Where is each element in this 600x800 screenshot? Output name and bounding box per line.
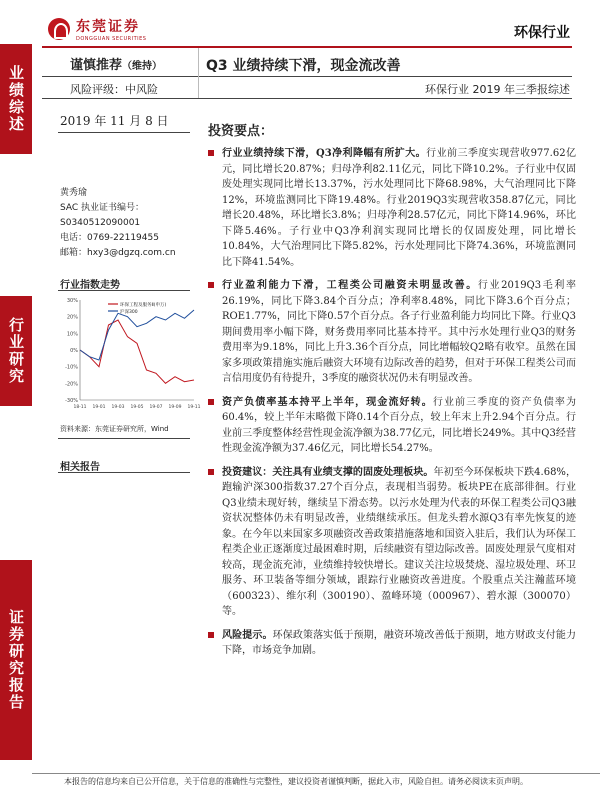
x-tick-label: 19-09 (168, 405, 182, 410)
series-line-1 (80, 310, 194, 360)
chart-section-title: 行业指数走势 (60, 280, 120, 291)
left-sidebar (0, 0, 32, 800)
bullet-square-icon (208, 150, 214, 156)
author-info (60, 186, 176, 261)
x-tick-label: 19-11 (187, 405, 201, 410)
key-points-title: 投资要点： (208, 124, 274, 139)
author-name: 黄秀瑜 (60, 188, 88, 198)
divider (58, 132, 190, 133)
key-point (208, 628, 576, 659)
key-point-text: 行业前三季度实现营收977.62亿元，同比增长20.87%；归母净利82.11亿元，同比下降10.2%。子行业中仅固废处理实现同比增长13.37%，污水处理同比下降68.98%，大气治理同比下降12%，环境监测同比下降19.48%。行业2019Q3实现营收358.87亿元，同比增长20.48%，环比增长3.8%；归母净利28.57亿元，同比下降14.96%，环比下降5.46%。子行业中Q3净利润实现同比增长的仅固废处理，同比增长10.84%，大气治理同比下降5.82%，污水处理同比下降74.36%，环境监测同比下降41.54%。 (222, 148, 577, 268)
x-tick-label: 19-03 (111, 405, 125, 410)
y-tick-label: 20% (66, 314, 78, 321)
rating-sub: （维持） (122, 61, 163, 72)
key-point-text: 行业2019Q3毛利率26.19%，同比下降3.84个百分点；净利率8.48%，同比下降3.6个百分点；ROE1.77%，同比下降0.57个百分点。各子行业盈利能力均同比下降。行业Q3期间费用率小幅下降，财务费用率同比基本持平。其中污水处理行业Q3的财务费用率为9.18%，同比上升3.36个百分点，同比增幅较Q2略有收窄。虽然在国家多项政策措施实施后融资大环境有边际改善的趋势，但对于环保工程类公司而言信用度仍有待提升，3季度的融资状况仍未有明显改善。 (222, 280, 576, 384)
chart-source: 资料来源：东莞证券研究所，Wind (60, 425, 169, 433)
industry-tag: 环保行业 (514, 25, 570, 41)
divider (58, 472, 190, 473)
author-cert-no: S0340512090001 (60, 218, 141, 228)
related-reports-title: 相关报告 (60, 462, 100, 473)
industry-trend-chart (58, 296, 201, 416)
header-rule (42, 46, 572, 48)
key-point (208, 146, 576, 270)
logo-text-en: DONGGUAN SECURITIES (76, 36, 147, 42)
column-divider (198, 48, 199, 98)
key-point-text: 年初至今环保板块下跌4.68%，跑输沪深300指数37.27个百分点，表现相当弱势。板块PE在底部徘徊。行业Q3业绩未现好转，继续呈下滑态势。以污水处理为代表的环保工程类公司Q3融资状况整体仍未有明显改善，业绩继续承压。但龙头碧水源Q3有率先恢复的迹象。在今年以来国家多项融资改善政策措施落地和国资入驻后，我们认为环保工程类企业正逐渐度过最困难时期，后续融资有望边际改善。固废处理景气度相对较高，现金流充沛，业绩维持较快增长。建议关注垃圾焚烧、湿垃圾处理、环卫服务、环卫装备等细分领域，跟踪行业融资改善进度。个股重点关注瀚蓝环境（600323）、维尔利（300190）、盈峰环境（000967）、碧水源（300070）等。 (222, 466, 576, 617)
legend-label: 沪深300 (120, 310, 138, 315)
key-point-text: 环保政策落实低于预期，融资环境改善低于预期，地方财政支付能力下降，市场竞争加剧。 (222, 629, 577, 656)
footer-rule (32, 773, 600, 774)
y-tick-label: -20% (65, 381, 78, 388)
report-date: 2019 年 11 月 8 日 (60, 114, 169, 128)
bullet-square-icon (208, 632, 214, 638)
divider (42, 76, 572, 77)
y-tick-label: 0% (70, 348, 78, 354)
key-point (208, 465, 576, 620)
x-tick-label: 18-11 (73, 405, 87, 410)
key-points-list (208, 146, 576, 667)
rating (70, 54, 162, 73)
bullet-square-icon (208, 469, 214, 475)
author-cert-label: SAC 执业证书编号： (60, 203, 145, 213)
risk-rating: 风险评级：中风险 (70, 83, 158, 96)
bullet-square-icon (208, 399, 214, 405)
key-point-lead: 行业盈利能力下滑，工程类公司融资未明显改善。 (222, 280, 478, 291)
x-tick-label: 19-05 (130, 405, 144, 410)
key-point-lead: 风险提示。 (222, 629, 273, 641)
y-tick-label: -30% (65, 398, 78, 404)
author-phone: 电话：0769-22119455 (60, 233, 159, 243)
sidebar-label-report: 证券研究报告 (0, 560, 32, 760)
key-point-text: 行业前三季度的资产负债率为60.4%，较上半年末略微下降0.14个百分点，较上年末上升2.94个百分点。行业前三季度整体经营性现金流净额为38.77亿元，同比增长249%。其中Q3经营性现金流净额为37.46亿元，同比增长54.27%。 (222, 396, 577, 454)
y-tick-label: 30% (66, 298, 78, 304)
key-point (208, 395, 576, 457)
logo-emblem-icon (48, 18, 70, 40)
author-email[interactable]: 邮箱：hxy3@dgzq.com.cn (60, 248, 176, 258)
divider (58, 438, 190, 439)
x-tick-label: 19-01 (92, 405, 106, 410)
legend-label: 环保工程及服务Ⅱ(申万) (120, 303, 167, 308)
x-tick-label: 19-07 (149, 405, 163, 410)
key-point-lead: 资产负债率基本持平上半年，现金流好转。 (222, 396, 433, 408)
key-point-lead: 行业业绩持续下滑，Q3净利降幅有所扩大。 (222, 148, 427, 159)
report-subtitle: 环保行业 2019 年三季报综述 (425, 83, 570, 96)
rating-label: 谨慎推荐 (70, 58, 123, 73)
series-line-0 (80, 320, 194, 383)
sidebar-label-summary: 业绩综述 (0, 44, 32, 154)
y-tick-label: -10% (65, 364, 78, 371)
report-headline: Q3 业绩持续下滑，现金流改善 (206, 58, 401, 74)
divider (58, 290, 190, 291)
footer-disclaimer: 本报告的信息均来自已公开信息，关于信息的准确性与完整性，建议投资者谨慎判断，据此入市，风险自担。请务必阅读末页声明。 (64, 777, 528, 786)
y-tick-label: 10% (66, 331, 78, 338)
key-point (208, 278, 576, 387)
bullet-square-icon (208, 282, 214, 288)
divider (42, 98, 572, 99)
logo-text-cn: 东莞证券 (76, 19, 140, 35)
sidebar-label-industry: 行业研究 (0, 296, 32, 406)
company-logo (48, 16, 146, 42)
key-point-lead: 投资建议：关注具有业绩支撑的固废处理板块。 (222, 466, 434, 478)
